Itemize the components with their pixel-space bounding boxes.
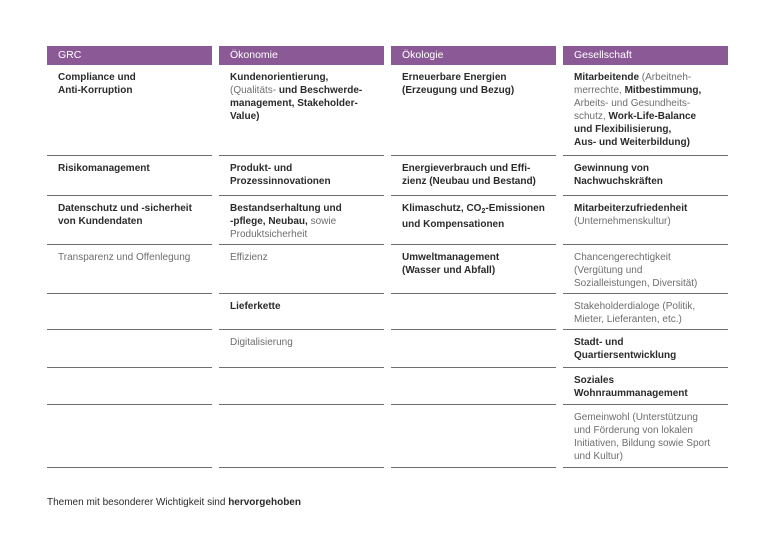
table-cell: Transparenz und Offenlegung bbox=[47, 245, 212, 294]
column-oekologie bbox=[391, 46, 556, 276]
table-cell: Effizienz bbox=[219, 245, 384, 294]
column-oekonomie bbox=[219, 46, 384, 348]
column-header-oekonomie: Ökonomie bbox=[219, 46, 384, 65]
table-cell: Kundenorientierung, (Qualitäts- und Beschwerde- management, Stakeholder- Value) bbox=[219, 65, 384, 156]
table-cell bbox=[219, 405, 384, 468]
column-gesellschaft bbox=[563, 46, 728, 462]
table-cell bbox=[391, 368, 556, 405]
table-cell bbox=[219, 368, 384, 405]
table-cell: Energieverbrauch und Effi- zienz (Neubau und Bestand) bbox=[391, 156, 556, 196]
table-cell: Soziales Wohnraummanagement bbox=[563, 368, 728, 405]
table-cell: Bestandserhaltung und -pflege, Neubau, sowie Produktsicherheit bbox=[219, 196, 384, 245]
table-cell: Umweltmanagement (Wasser und Abfall) bbox=[391, 245, 556, 294]
table-cell: Mitarbeiterzufriedenheit (Unternehmenskultur) bbox=[563, 196, 728, 245]
table-cell: Produkt- und Prozessinnovationen bbox=[219, 156, 384, 196]
table-cell bbox=[47, 294, 212, 330]
table-cell: Stadt- und Quartiersentwicklung bbox=[563, 330, 728, 368]
table-cell: Chancengerechtigkeit (Vergütung und Sozialleistungen, Diversität) bbox=[563, 245, 728, 294]
table-cell: Stakeholderdialoge (Politik, Mieter, Lieferanten, etc.) bbox=[563, 294, 728, 330]
table-cell: Digitalisierung bbox=[219, 330, 384, 368]
table-cell bbox=[47, 330, 212, 368]
column-header-gesellschaft: Gesellschaft bbox=[563, 46, 728, 65]
column-header-grc: GRC bbox=[47, 46, 212, 65]
table-cell: Klimaschutz, $CO_2$-Emissionen und Kompensationen bbox=[391, 196, 556, 245]
footnote-highlight: hervorgehoben bbox=[228, 497, 301, 508]
table-cell: Risikomanagement bbox=[47, 156, 212, 196]
table-cell bbox=[391, 330, 556, 368]
table-cell: Gewinnung von Nachwuchskräften bbox=[563, 156, 728, 196]
footnote: Themen mit besonderer Wichtigkeit sind hervorgehoben bbox=[47, 497, 301, 508]
table-cell bbox=[391, 294, 556, 330]
table-cell: Datenschutz und -sicherheit von Kundendaten bbox=[47, 196, 212, 245]
table-cell bbox=[47, 405, 212, 468]
column-grc bbox=[47, 46, 212, 263]
table-cell: Compliance und Anti-Korruption bbox=[47, 65, 212, 156]
table-cell bbox=[391, 405, 556, 468]
column-header-oekologie: Ökologie bbox=[391, 46, 556, 65]
table-cell: Mitarbeitende (Arbeitneh- merrechte, Mitbestimmung, Arbeits- und Gesundheits- schutz, Work-Life-Balance und Flexibilisierung, Aus- und Weiterbildung) bbox=[563, 65, 728, 156]
table-cell: Lieferkette bbox=[219, 294, 384, 330]
table-cell: Gemeinwohl (Unterstützung und Förderung von lokalen Initiativen, Bildung sowie Sport und Kultur) bbox=[563, 405, 728, 468]
table-cell: Erneuerbare Energien (Erzeugung und Bezug) bbox=[391, 65, 556, 156]
table-cell bbox=[47, 368, 212, 405]
